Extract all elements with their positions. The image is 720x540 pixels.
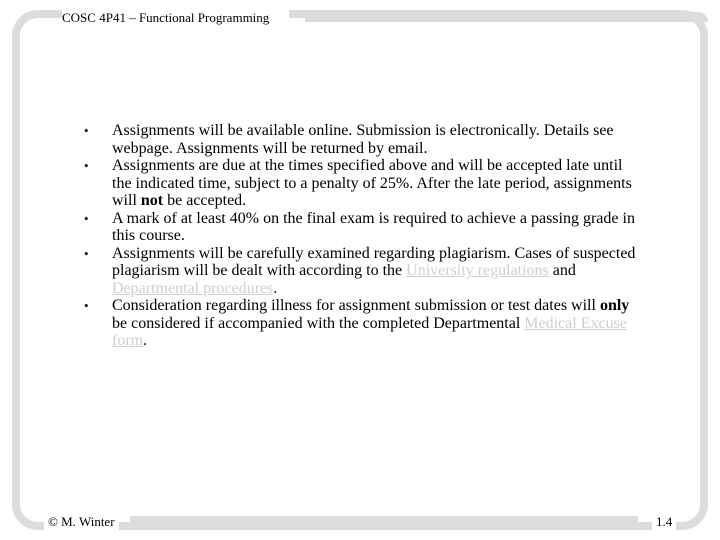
bullet-item [80,297,640,350]
inline-link[interactable]: Medical Excuse form [112,314,627,349]
inline-link[interactable]: Departmental procedures [112,279,274,297]
bullet-icon: • [84,123,89,138]
bullet-item [80,245,640,298]
bullet-text: be accepted. [163,192,247,209]
bullet-icon: • [84,210,89,226]
bullet-text: be considered if accompanied with the completed Departmental [112,314,525,332]
bullet-text: A mark of at least 40% on the final exam is required to achieve a passing grade in this course. [112,209,635,244]
bullet-text: Assignments are due at the times specified above and will be accepted late until the indicated time, subject to a penalty of 25%. After the late period, assignments will [112,157,632,209]
bullet-icon: • [84,158,89,173]
bullet-icon: • [84,245,89,261]
slide-header-title: COSC 4P41 – Functional Programming [62,9,289,26]
bullet-item [80,122,640,157]
footer-stripe [130,516,638,526]
bullet-item [80,157,640,210]
bullet-text: Consideration regarding illness for assignment submission or test dates will [112,297,600,314]
inline-link[interactable]: University regulations [406,262,549,279]
footer-author: © M. Winter [44,513,119,530]
bullet-item [80,210,640,245]
bullet-text: . [273,279,278,297]
emphasis-text: only [599,297,630,314]
bullet-list [80,122,640,350]
header-stripe [305,12,708,22]
bullet-text: and [548,262,576,279]
slide-content [80,122,640,350]
bullet-text: Assignments will be available online. Submission is electronically. Details see webpage. Assignments will be returned by email. [112,122,614,157]
bullet-icon: • [84,298,89,313]
footer-page-number: 1.4 [652,513,676,530]
bullet-text: . [143,332,148,349]
bullet-text: Assignments will be carefully examined regarding plagiarism. Cases of suspected plagiarism will be dealt with according to the [112,244,636,279]
emphasis-text: not [140,192,164,209]
